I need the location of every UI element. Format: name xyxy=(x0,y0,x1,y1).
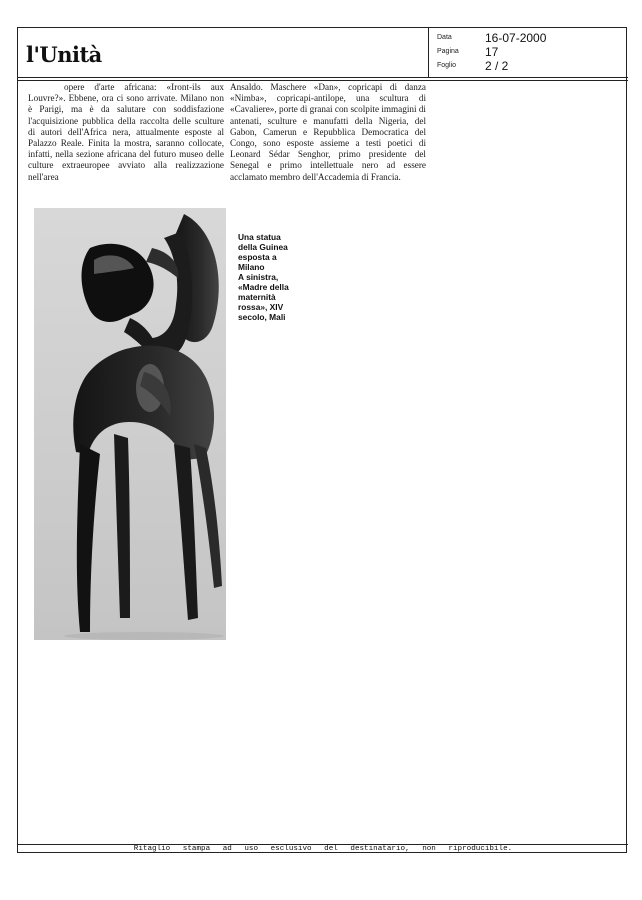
page-label: Pagina xyxy=(437,48,459,55)
meta-date-row xyxy=(437,31,622,45)
page-value: 17 xyxy=(485,45,499,59)
date-label: Data xyxy=(437,34,452,41)
article-column-2 xyxy=(230,82,426,183)
statue-photo xyxy=(34,208,226,640)
meta-sheet-row xyxy=(437,59,622,73)
caption-line: maternità xyxy=(238,292,276,302)
meta-page-row xyxy=(437,45,622,59)
caption-line: rossa», XIV xyxy=(238,302,284,312)
masthead xyxy=(18,28,429,78)
caption-line: Una statua xyxy=(238,232,281,242)
header-divider xyxy=(18,80,628,81)
reproduction-notice: Ritaglio stampa ad uso esclusivo del destinatario, non riproducibile. xyxy=(133,845,513,853)
article-text-1: opere d'arte africana: «Iront-ils aux Louvre?». Ebbene, ora ci sono arrivate. Milano non è Parigi, ma è da salutare con soddisfazione l'acquisizione pubblica della raccolta delle sculture di autori dell'Africa nera, attualmente esposte al Palazzo Reale. Finita la mostra, saranno collocate, infatti, nella sezione africana del futuro museo delle culture extraeuropee avviato alla realizzazione nell'area xyxy=(28,82,224,182)
sheet-label: Foglio xyxy=(437,62,457,69)
photo-caption xyxy=(238,232,310,322)
clipping-meta xyxy=(429,28,628,78)
article-column-1 xyxy=(28,82,224,183)
caption-line: secolo, Mali xyxy=(238,312,286,322)
article-text-2: Ansaldo. Maschere «Dan», copricapi di danza «Nimba», copricapi-antilope, una scultura di «Cavaliere», porte di granai con scolpite immagini di antenati, sculture e manufatti della Nigeria, del Gabon, Camerun e Repubblica Democratica del Congo, sono esposte assieme a testi poetici di Leonard Sédar Senghor, primo presidente del Senegal e primo intellettuale nero ad essere acclamato membro dell'Accademia di Francia. xyxy=(230,82,426,182)
caption-line: della Guinea xyxy=(238,242,288,252)
sheet-value: 2 / 2 xyxy=(485,59,509,73)
caption-line: esposta a xyxy=(238,252,277,262)
caption-line: Milano xyxy=(238,262,265,272)
clipping-frame xyxy=(17,27,627,853)
newspaper-logo: l'Unità xyxy=(26,42,102,67)
caption-line: «Madre della xyxy=(238,282,289,292)
date-value: 16-07-2000 xyxy=(485,31,547,45)
caption-line: A sinistra, xyxy=(238,272,279,282)
